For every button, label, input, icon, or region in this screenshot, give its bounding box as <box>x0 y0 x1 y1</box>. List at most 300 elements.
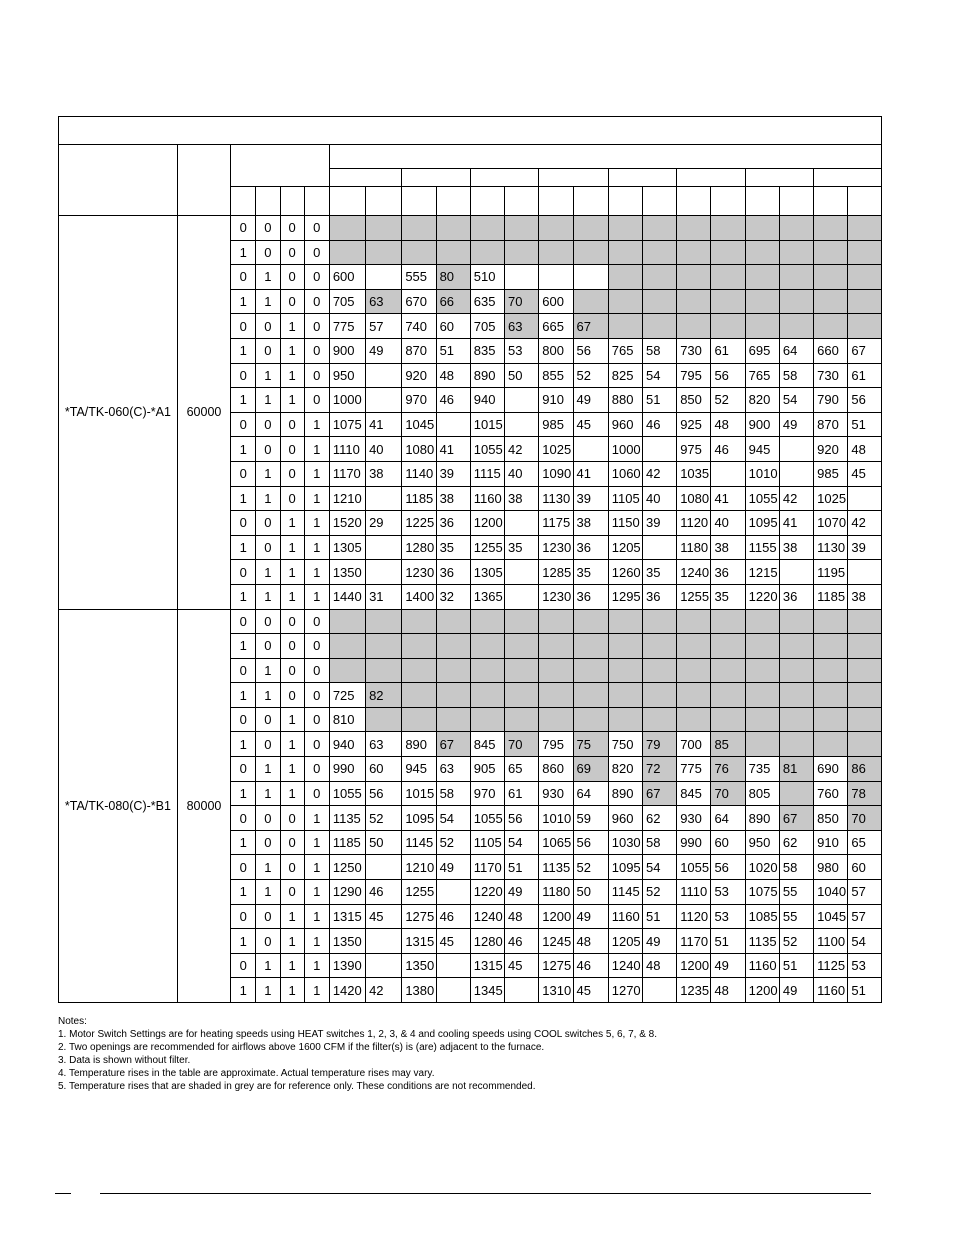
temp-rise-cell: 67 <box>642 781 676 806</box>
temp-rise-cell: 49 <box>573 904 608 929</box>
cfm-cell: 1080 <box>677 486 711 511</box>
temp-rise-cell <box>711 216 745 241</box>
switch-setting-cell: 1 <box>280 707 304 732</box>
temp-rise-cell <box>848 732 882 757</box>
temp-rise-cell: 80 <box>436 265 470 290</box>
cfm-cell: 1055 <box>329 781 365 806</box>
cfm-cell: 750 <box>608 732 642 757</box>
table-row <box>59 609 882 634</box>
footer-mark <box>55 1193 71 1194</box>
temp-rise-cell <box>642 683 676 708</box>
cfm-cell: 690 <box>814 757 848 782</box>
switch-setting-cell: 1 <box>280 732 304 757</box>
switch-setting-cell: 0 <box>231 953 256 978</box>
cfm-cell: 1085 <box>745 904 779 929</box>
cfm-cell: 985 <box>814 461 848 486</box>
cfm-cell: 1040 <box>814 880 848 905</box>
temp-rise-cell: 41 <box>779 511 813 536</box>
model-name-cell: *TA/TK-060(C)-*A1 <box>59 216 178 610</box>
header-rise-sub <box>779 187 813 216</box>
cfm-cell <box>814 609 848 634</box>
switch-setting-cell: 1 <box>231 978 256 1003</box>
switch-setting-cell: 0 <box>256 609 280 634</box>
header-cfm-sub <box>539 187 573 216</box>
cfm-cell: 970 <box>470 781 504 806</box>
temp-rise-cell: 56 <box>573 338 608 363</box>
temp-rise-cell: 50 <box>505 363 539 388</box>
cfm-cell: 1260 <box>608 560 642 585</box>
cfm-cell: 765 <box>608 338 642 363</box>
cfm-cell: 890 <box>402 732 436 757</box>
switch-setting-cell: 0 <box>231 707 256 732</box>
temp-rise-cell: 67 <box>436 732 470 757</box>
temp-rise-cell <box>366 216 402 241</box>
cfm-cell: 890 <box>470 363 504 388</box>
switch-setting-cell: 1 <box>231 781 256 806</box>
cfm-cell: 1180 <box>539 880 573 905</box>
cfm-cell: 665 <box>539 314 573 339</box>
cfm-cell: 1270 <box>608 978 642 1003</box>
cfm-cell <box>608 609 642 634</box>
temp-rise-cell: 45 <box>573 412 608 437</box>
switch-setting-cell: 1 <box>231 338 256 363</box>
temp-rise-cell: 45 <box>366 904 402 929</box>
switch-setting-cell: 0 <box>231 412 256 437</box>
temp-rise-cell <box>436 953 470 978</box>
cfm-cell <box>745 658 779 683</box>
temp-rise-cell <box>573 265 608 290</box>
temp-rise-cell <box>505 388 539 413</box>
switch-setting-cell: 1 <box>231 240 256 265</box>
temp-rise-cell <box>711 289 745 314</box>
note-item: 5. Temperature rises that are shaded in grey are for reference only. These conditions are not recommended. <box>58 1081 536 1092</box>
header-switch-sub <box>231 187 256 216</box>
cfm-cell: 900 <box>745 412 779 437</box>
switch-setting-cell: 1 <box>280 314 304 339</box>
cfm-cell: 1095 <box>402 806 436 831</box>
temp-rise-cell: 38 <box>436 486 470 511</box>
temp-rise-cell: 45 <box>436 929 470 954</box>
cfm-cell: 635 <box>470 289 504 314</box>
temp-rise-cell: 65 <box>505 757 539 782</box>
cfm-cell: 1130 <box>814 535 848 560</box>
temp-rise-cell: 64 <box>711 806 745 831</box>
header-switch-sub <box>304 187 329 216</box>
switch-setting-cell: 0 <box>304 314 329 339</box>
temp-rise-cell <box>505 658 539 683</box>
cfm-cell: 1140 <box>402 461 436 486</box>
temp-rise-cell: 78 <box>848 781 882 806</box>
temp-rise-cell <box>779 216 813 241</box>
table-title-row <box>59 117 882 145</box>
cfm-cell <box>814 216 848 241</box>
switch-setting-cell: 0 <box>304 781 329 806</box>
cfm-cell <box>329 634 365 659</box>
cfm-cell <box>677 683 711 708</box>
cfm-cell: 1315 <box>470 953 504 978</box>
cfm-cell: 1345 <box>470 978 504 1003</box>
temp-rise-cell: 61 <box>848 363 882 388</box>
cfm-cell: 1000 <box>608 437 642 462</box>
temp-rise-cell <box>779 461 813 486</box>
switch-setting-cell: 1 <box>280 978 304 1003</box>
temp-rise-cell <box>505 240 539 265</box>
cfm-cell: 950 <box>745 830 779 855</box>
cfm-cell: 1420 <box>329 978 365 1003</box>
note-item: 2. Two openings are recommended for airflows above 1600 CFM if the filter(s) is (are) adjacent to the furnace. <box>58 1042 545 1053</box>
switch-setting-cell: 0 <box>256 904 280 929</box>
cfm-cell: 980 <box>814 855 848 880</box>
cfm-cell <box>402 240 436 265</box>
cfm-cell: 1035 <box>677 461 711 486</box>
cfm-cell <box>402 216 436 241</box>
cfm-cell <box>539 609 573 634</box>
temp-rise-cell <box>711 609 745 634</box>
cfm-cell: 795 <box>677 363 711 388</box>
cfm-cell: 1220 <box>470 880 504 905</box>
switch-setting-cell: 0 <box>231 560 256 585</box>
temp-rise-cell: 49 <box>573 388 608 413</box>
temp-rise-cell: 49 <box>436 855 470 880</box>
header-rise-sub <box>642 187 676 216</box>
cfm-cell: 705 <box>329 289 365 314</box>
temp-rise-cell: 48 <box>436 363 470 388</box>
switch-setting-cell: 1 <box>231 634 256 659</box>
temp-rise-cell: 62 <box>642 806 676 831</box>
temp-rise-cell <box>573 707 608 732</box>
cfm-cell: 1170 <box>470 855 504 880</box>
cfm-cell: 1520 <box>329 511 365 536</box>
cfm-cell: 1010 <box>539 806 573 831</box>
cfm-cell: 845 <box>470 732 504 757</box>
cfm-cell: 870 <box>814 412 848 437</box>
switch-setting-cell: 0 <box>280 634 304 659</box>
cfm-cell: 860 <box>539 757 573 782</box>
temp-rise-cell: 48 <box>573 929 608 954</box>
temp-rise-cell <box>779 314 813 339</box>
switch-setting-cell: 1 <box>280 781 304 806</box>
temp-rise-cell <box>505 634 539 659</box>
cfm-cell: 1215 <box>745 560 779 585</box>
cfm-cell: 1350 <box>329 929 365 954</box>
cfm-cell: 1045 <box>402 412 436 437</box>
cfm-cell: 730 <box>677 338 711 363</box>
temp-rise-cell: 65 <box>848 830 882 855</box>
switch-setting-cell: 0 <box>231 314 256 339</box>
temp-rise-cell: 50 <box>573 880 608 905</box>
cfm-cell: 905 <box>470 757 504 782</box>
temp-rise-cell: 67 <box>779 806 813 831</box>
temp-rise-cell: 29 <box>366 511 402 536</box>
temp-rise-cell: 45 <box>573 978 608 1003</box>
temp-rise-cell: 48 <box>711 978 745 1003</box>
cfm-cell: 1205 <box>608 929 642 954</box>
temp-rise-cell: 70 <box>848 806 882 831</box>
cfm-cell: 1210 <box>402 855 436 880</box>
temp-rise-cell: 54 <box>779 388 813 413</box>
switch-setting-cell: 0 <box>231 511 256 536</box>
switch-setting-cell: 0 <box>280 683 304 708</box>
temp-rise-cell: 53 <box>505 338 539 363</box>
cfm-cell: 1305 <box>470 560 504 585</box>
header-cfm-sub <box>470 187 504 216</box>
temp-rise-cell <box>436 880 470 905</box>
switch-setting-cell: 0 <box>304 388 329 413</box>
temp-rise-cell: 41 <box>366 412 402 437</box>
cfm-cell <box>608 658 642 683</box>
cfm-cell <box>814 732 848 757</box>
cfm-cell: 1205 <box>608 535 642 560</box>
cfm-cell <box>329 609 365 634</box>
cfm-cell <box>814 634 848 659</box>
temp-rise-cell: 35 <box>505 535 539 560</box>
switch-setting-cell: 0 <box>256 240 280 265</box>
switch-setting-cell: 1 <box>231 584 256 609</box>
temp-rise-cell <box>779 683 813 708</box>
temp-rise-cell <box>366 240 402 265</box>
temp-rise-cell <box>779 634 813 659</box>
switch-setting-cell: 0 <box>256 437 280 462</box>
cfm-cell <box>745 609 779 634</box>
cfm-cell <box>608 289 642 314</box>
temp-rise-cell <box>642 707 676 732</box>
temp-rise-cell: 52 <box>573 363 608 388</box>
switch-setting-cell: 0 <box>304 265 329 290</box>
cfm-cell: 1135 <box>745 929 779 954</box>
temp-rise-cell: 56 <box>711 363 745 388</box>
cfm-cell: 925 <box>677 412 711 437</box>
temp-rise-cell <box>366 609 402 634</box>
temp-rise-cell <box>366 929 402 954</box>
cfm-cell: 1125 <box>814 953 848 978</box>
cfm-cell: 1145 <box>608 880 642 905</box>
cfm-cell: 820 <box>745 388 779 413</box>
cfm-cell: 1225 <box>402 511 436 536</box>
cfm-cell <box>745 707 779 732</box>
temp-rise-cell: 51 <box>711 929 745 954</box>
temp-rise-cell <box>436 412 470 437</box>
cfm-cell: 1315 <box>402 929 436 954</box>
temp-rise-cell: 63 <box>366 732 402 757</box>
temp-rise-cell: 64 <box>573 781 608 806</box>
temp-rise-cell: 49 <box>642 929 676 954</box>
temp-rise-cell <box>642 634 676 659</box>
switch-setting-cell: 1 <box>231 880 256 905</box>
header-esp-group <box>608 168 676 187</box>
temp-rise-cell: 61 <box>505 781 539 806</box>
cfm-cell: 1280 <box>402 535 436 560</box>
temp-rise-cell: 86 <box>848 757 882 782</box>
temp-rise-cell: 49 <box>779 978 813 1003</box>
switch-setting-cell: 0 <box>256 732 280 757</box>
temp-rise-cell <box>436 240 470 265</box>
temp-rise-cell <box>848 560 882 585</box>
switch-setting-cell: 1 <box>304 830 329 855</box>
switch-setting-cell: 1 <box>304 412 329 437</box>
cfm-cell: 1315 <box>329 904 365 929</box>
temp-rise-cell <box>436 683 470 708</box>
header-cfm-sub <box>677 187 711 216</box>
switch-setting-cell: 0 <box>280 830 304 855</box>
cfm-cell: 695 <box>745 338 779 363</box>
temp-rise-cell <box>366 953 402 978</box>
switch-setting-cell: 0 <box>256 634 280 659</box>
temp-rise-cell <box>711 265 745 290</box>
temp-rise-cell <box>573 683 608 708</box>
temp-rise-cell: 46 <box>366 880 402 905</box>
temp-rise-cell <box>779 658 813 683</box>
cfm-cell: 1160 <box>470 486 504 511</box>
cfm-cell: 600 <box>539 289 573 314</box>
cfm-cell <box>608 707 642 732</box>
temp-rise-cell <box>366 363 402 388</box>
header-esp-cell <box>329 145 881 169</box>
cfm-cell: 1230 <box>402 560 436 585</box>
cfm-cell: 920 <box>814 437 848 462</box>
switch-setting-cell: 0 <box>231 461 256 486</box>
switch-setting-cell: 1 <box>304 855 329 880</box>
temp-rise-cell: 51 <box>642 388 676 413</box>
temp-rise-cell: 76 <box>711 757 745 782</box>
switch-setting-cell: 1 <box>280 929 304 954</box>
temp-rise-cell <box>642 609 676 634</box>
temp-rise-cell: 38 <box>779 535 813 560</box>
cfm-cell <box>814 707 848 732</box>
temp-rise-cell: 46 <box>505 929 539 954</box>
switch-setting-cell: 0 <box>280 806 304 831</box>
cfm-cell: 880 <box>608 388 642 413</box>
cfm-cell: 1210 <box>329 486 365 511</box>
switch-setting-cell: 1 <box>304 437 329 462</box>
temp-rise-cell: 58 <box>642 830 676 855</box>
cfm-cell: 1185 <box>814 584 848 609</box>
cfm-cell: 1200 <box>470 511 504 536</box>
temp-rise-cell: 36 <box>779 584 813 609</box>
temp-rise-cell: 85 <box>711 732 745 757</box>
temp-rise-cell: 49 <box>366 338 402 363</box>
temp-rise-cell: 35 <box>436 535 470 560</box>
temp-rise-cell <box>642 265 676 290</box>
cfm-cell: 1275 <box>539 953 573 978</box>
cfm-cell: 775 <box>677 757 711 782</box>
airflow-data-table <box>58 116 882 1003</box>
cfm-cell <box>539 265 573 290</box>
cfm-cell: 1280 <box>470 929 504 954</box>
switch-setting-cell: 1 <box>231 929 256 954</box>
header-esp-group <box>329 168 402 187</box>
temp-rise-cell: 57 <box>848 904 882 929</box>
header-cfm-sub <box>402 187 436 216</box>
temp-rise-cell: 57 <box>366 314 402 339</box>
cfm-cell: 510 <box>470 265 504 290</box>
temp-rise-cell: 49 <box>711 953 745 978</box>
cfm-cell: 1110 <box>677 880 711 905</box>
temp-rise-cell: 53 <box>848 953 882 978</box>
cfm-cell <box>329 240 365 265</box>
cfm-cell: 1120 <box>677 904 711 929</box>
temp-rise-cell: 31 <box>366 584 402 609</box>
switch-setting-cell: 0 <box>280 265 304 290</box>
switch-setting-cell: 0 <box>304 338 329 363</box>
temp-rise-cell <box>505 978 539 1003</box>
header-esp-group <box>470 168 538 187</box>
temp-rise-cell <box>505 511 539 536</box>
cfm-cell <box>470 609 504 634</box>
temp-rise-cell: 42 <box>642 461 676 486</box>
temp-rise-cell: 70 <box>505 289 539 314</box>
cfm-cell <box>402 707 436 732</box>
cfm-cell: 1130 <box>539 486 573 511</box>
cfm-cell <box>677 240 711 265</box>
cfm-cell: 1310 <box>539 978 573 1003</box>
cfm-cell <box>745 265 779 290</box>
cfm-cell: 790 <box>814 388 848 413</box>
temp-rise-cell <box>642 216 676 241</box>
cfm-cell: 705 <box>470 314 504 339</box>
cfm-cell: 1170 <box>329 461 365 486</box>
cfm-cell: 1080 <box>402 437 436 462</box>
switch-setting-cell: 1 <box>231 289 256 314</box>
switch-setting-cell: 1 <box>280 904 304 929</box>
cfm-cell <box>677 634 711 659</box>
temp-rise-cell: 58 <box>779 855 813 880</box>
header-cfm-sub <box>745 187 779 216</box>
temp-rise-cell <box>366 560 402 585</box>
cfm-cell: 670 <box>402 289 436 314</box>
cfm-cell: 1200 <box>677 953 711 978</box>
temp-rise-cell <box>642 240 676 265</box>
temp-rise-cell: 66 <box>436 289 470 314</box>
temp-rise-cell <box>779 732 813 757</box>
temp-rise-cell: 60 <box>436 314 470 339</box>
cfm-cell: 1350 <box>402 953 436 978</box>
switch-setting-cell: 1 <box>280 535 304 560</box>
temp-rise-cell <box>711 707 745 732</box>
temp-rise-cell: 46 <box>436 388 470 413</box>
cfm-cell: 1075 <box>745 880 779 905</box>
cfm-cell: 1440 <box>329 584 365 609</box>
switch-setting-cell: 0 <box>304 732 329 757</box>
temp-rise-cell: 50 <box>366 830 402 855</box>
temp-rise-cell: 54 <box>848 929 882 954</box>
temp-rise-cell: 60 <box>366 757 402 782</box>
temp-rise-cell: 54 <box>642 855 676 880</box>
temp-rise-cell: 40 <box>505 461 539 486</box>
temp-rise-cell <box>711 461 745 486</box>
cfm-cell <box>329 658 365 683</box>
temp-rise-cell: 49 <box>779 412 813 437</box>
temp-rise-cell: 54 <box>642 363 676 388</box>
temp-rise-cell <box>642 314 676 339</box>
temp-rise-cell: 61 <box>711 338 745 363</box>
switch-setting-cell: 0 <box>304 683 329 708</box>
temp-rise-cell <box>779 560 813 585</box>
temp-rise-cell <box>642 535 676 560</box>
cfm-cell <box>470 683 504 708</box>
temp-rise-cell: 38 <box>711 535 745 560</box>
temp-rise-cell: 81 <box>779 757 813 782</box>
temp-rise-cell: 49 <box>505 880 539 905</box>
temp-rise-cell <box>711 683 745 708</box>
switch-setting-cell: 0 <box>256 806 280 831</box>
cfm-cell: 1200 <box>539 904 573 929</box>
cfm-cell: 1055 <box>470 806 504 831</box>
switch-setting-cell: 0 <box>280 486 304 511</box>
temp-rise-cell <box>779 707 813 732</box>
temp-rise-cell: 54 <box>436 806 470 831</box>
switch-setting-cell: 1 <box>231 388 256 413</box>
temp-rise-cell: 62 <box>779 830 813 855</box>
